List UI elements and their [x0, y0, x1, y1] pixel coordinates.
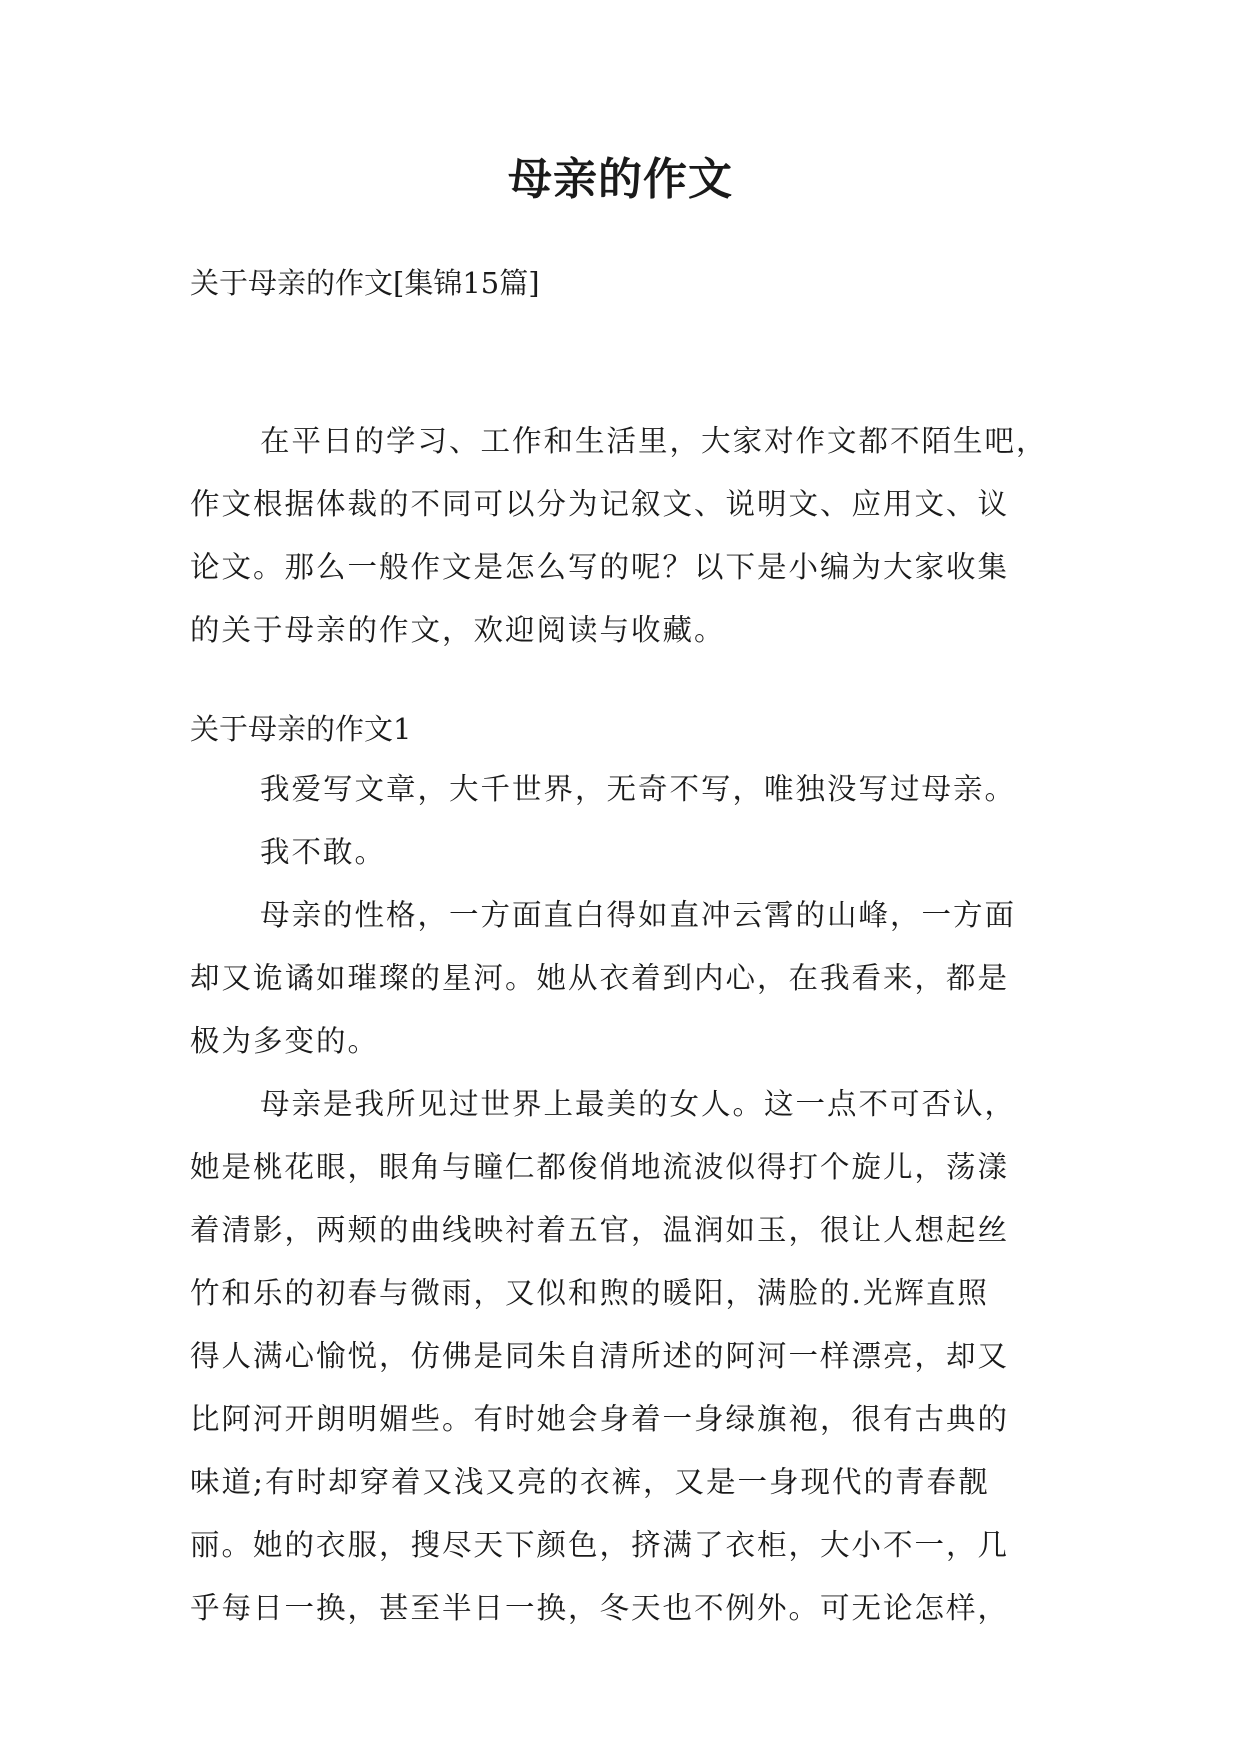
paragraph-line: 丽。她的衣服，搜尽天下颜色，挤满了衣柜，大小不一，几 [190, 1528, 1010, 1562]
intro-line: 作文根据体裁的不同可以分为记叙文、说明文、应用文、议 [190, 487, 1010, 521]
paragraph-line: 母亲的性格，一方面直白得如直冲云霄的山峰，一方面 [260, 898, 1017, 932]
paragraph-line: 却又诡谲如璀璨的星河。她从衣着到内心，在我看来，都是 [190, 961, 1010, 995]
section-heading: 关于母亲的作文1 [190, 712, 412, 746]
intro-line: 的关于母亲的作文，欢迎阅读与收藏。 [190, 613, 726, 647]
paragraph-line: 竹和乐的初春与微雨，又似和煦的暖阳，满脸的.光辉直照 [190, 1276, 989, 1310]
paragraph-1 [190, 758, 1090, 821]
paragraph-3 [190, 884, 1090, 1073]
essay-section-1 [190, 700, 1090, 1640]
intro-line: 论文。那么一般作文是怎么写的呢？以下是小编为大家收集 [190, 550, 1010, 584]
paragraph-line: 乎每日一换，甚至半日一换，冬天也不例外。可无论怎样， [190, 1591, 1010, 1625]
paragraph-4 [190, 1073, 1090, 1640]
paragraph-line: 她是桃花眼，眼角与瞳仁都俊俏地流波似得打个旋儿，荡漾 [190, 1150, 1010, 1184]
paragraph-line: 味道;有时却穿着又浅又亮的衣裤，又是一身现代的青春靓 [190, 1465, 990, 1499]
paragraph-line: 得人满心愉悦，仿佛是同朱自清所述的阿河一样漂亮，却又 [190, 1339, 1010, 1373]
paragraph-2 [190, 821, 1090, 884]
paragraph-line: 母亲是我所见过世界上最美的女人。这一点不可否认， [260, 1087, 1017, 1121]
paragraph-line: 着清影，两颊的曲线映衬着五官，温润如玉，很让人想起丝 [190, 1213, 1010, 1247]
paragraph-line: 比阿河开朗明媚些。有时她会身着一身绿旗袍，很有古典的 [190, 1402, 1010, 1436]
paragraph-line: 我不敢。 [260, 835, 387, 869]
intro-paragraph [190, 410, 1090, 662]
paragraph-line: 极为多变的。 [190, 1024, 380, 1058]
document-subtitle: 关于母亲的作文[集锦15篇] [190, 266, 540, 300]
intro-line: 在平日的学习、工作和生活里，大家对作文都不陌生吧， [260, 424, 1048, 458]
document-title: 母亲的作文 [508, 154, 733, 205]
paragraph-line: 我爱写文章，大千世界，无奇不写，唯独没写过母亲。 [260, 772, 1017, 806]
